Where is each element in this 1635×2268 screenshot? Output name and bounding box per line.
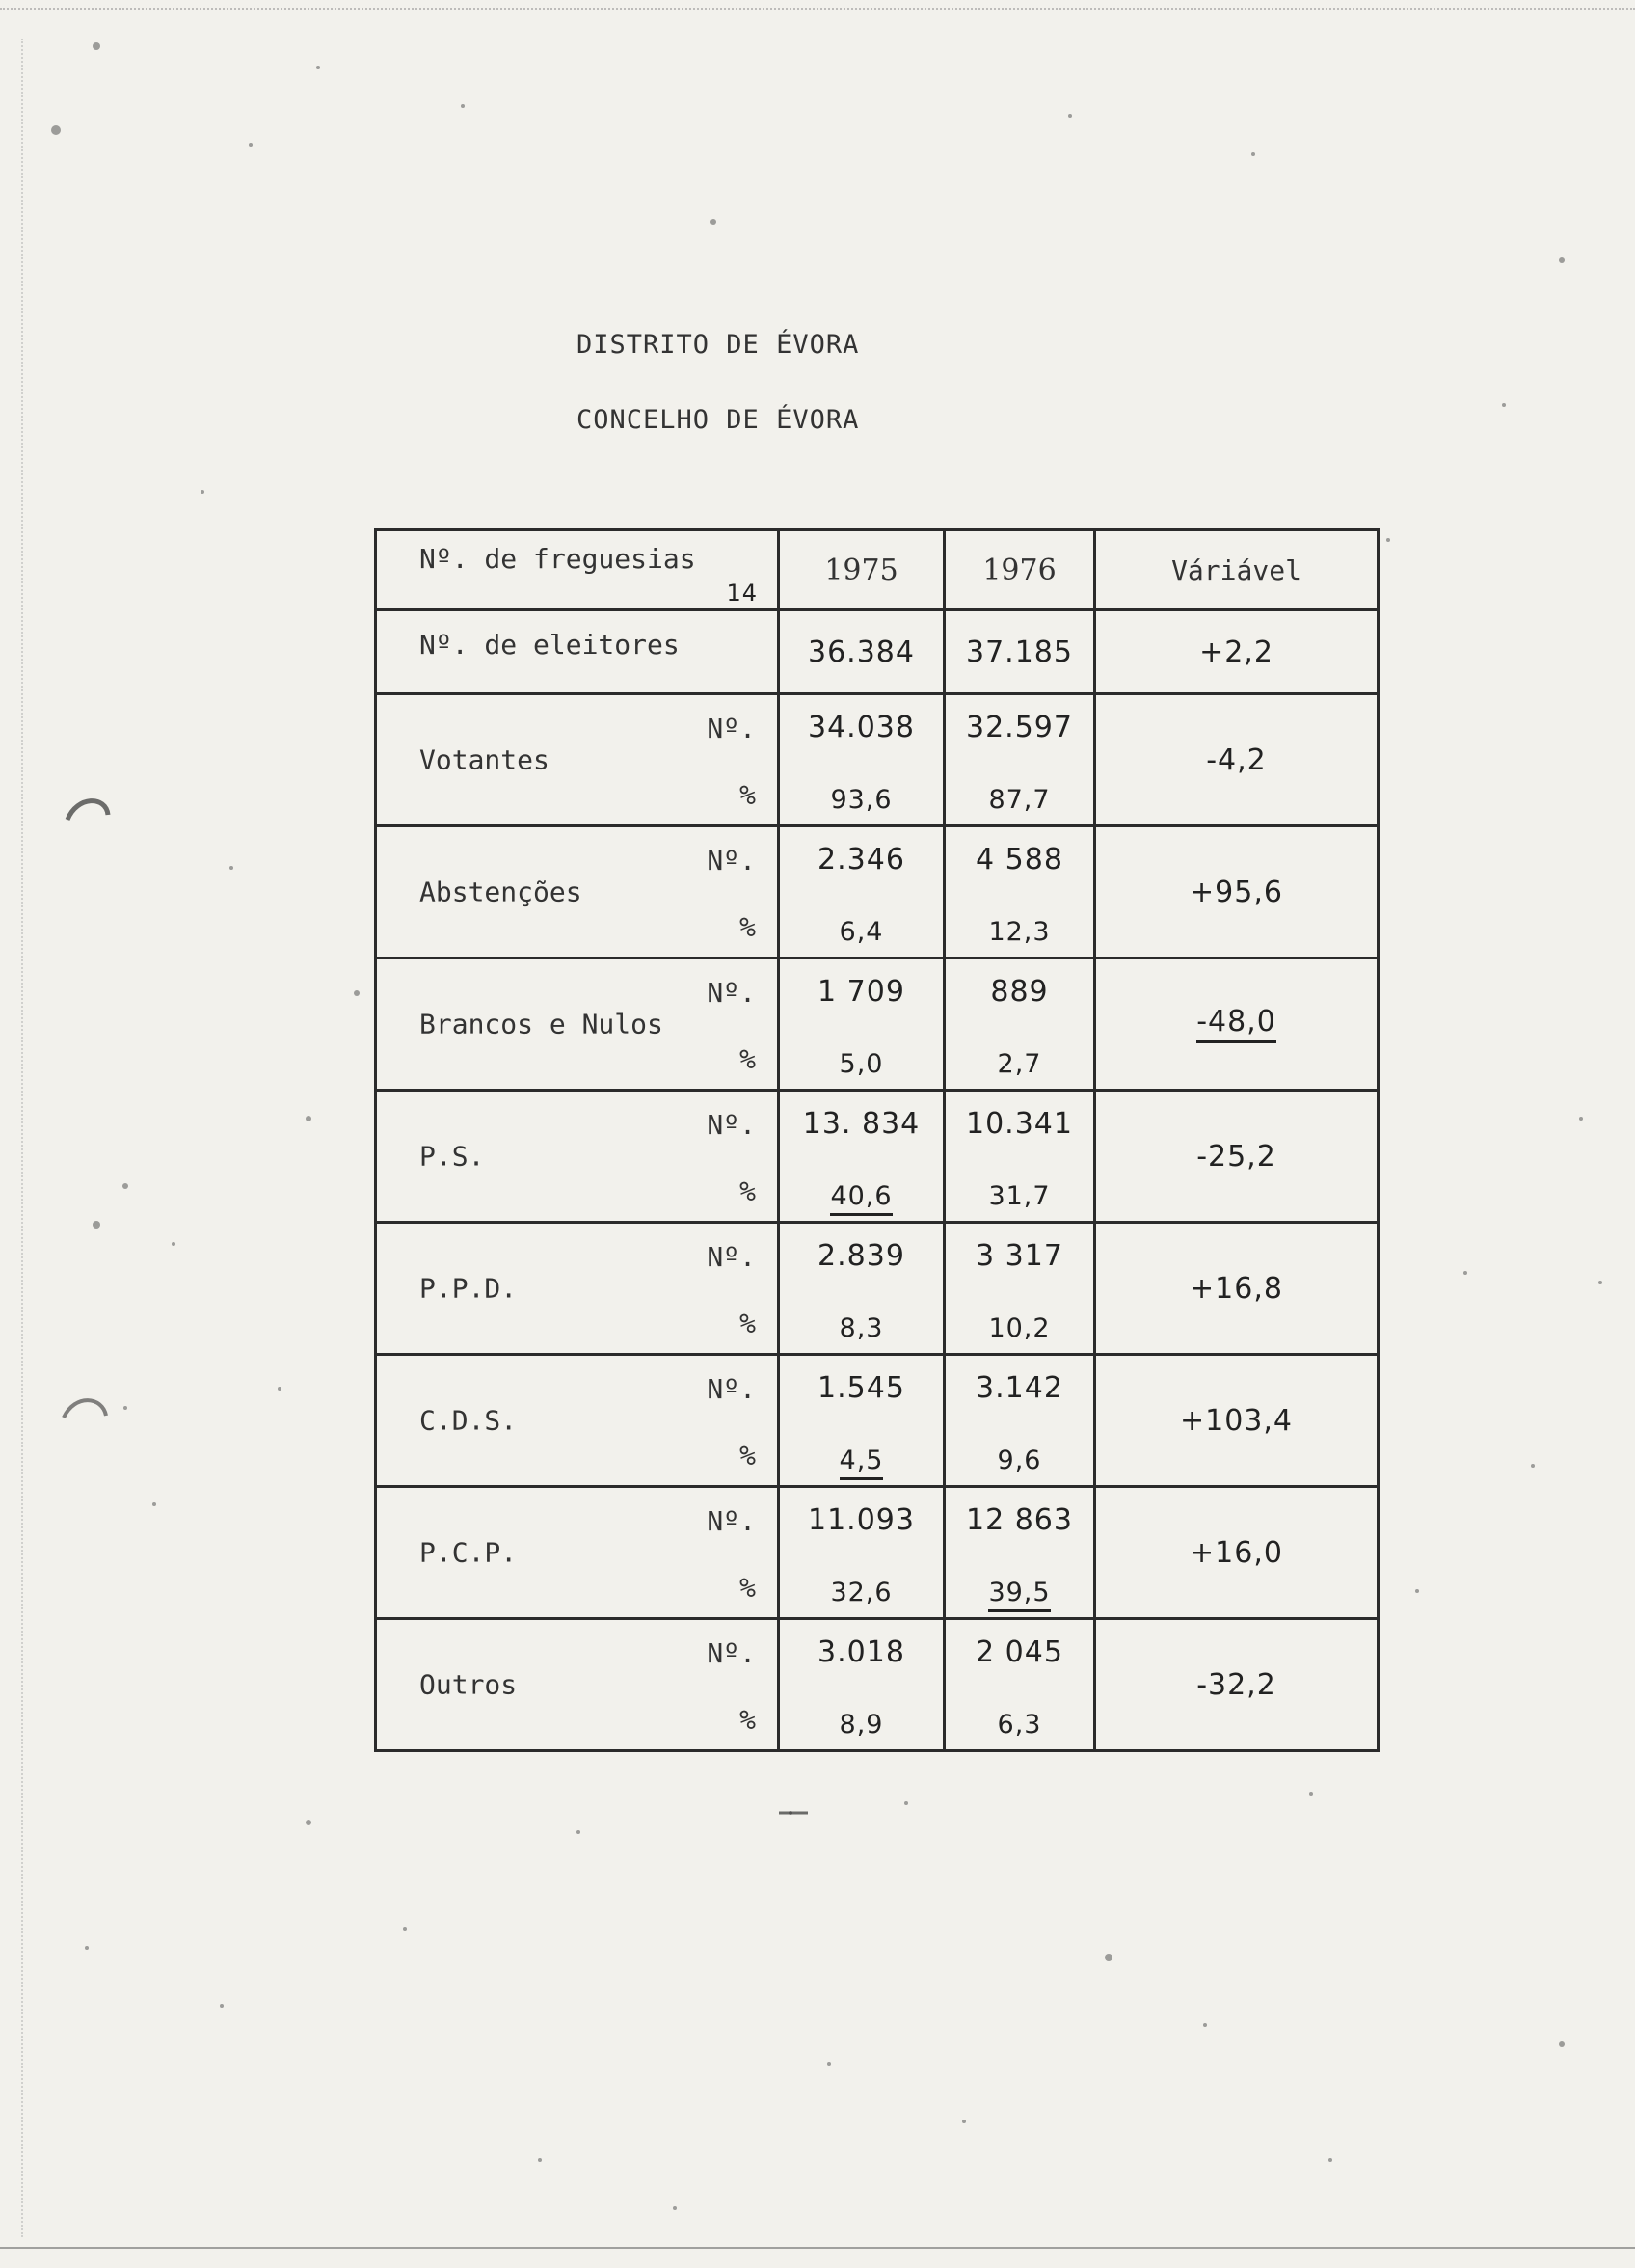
percent-1975: 8,3: [839, 1313, 884, 1343]
election-results-table: [374, 528, 1380, 1752]
page-bottom-edge: [0, 2247, 1635, 2249]
row-label-cell: [376, 826, 779, 958]
row-label-c-d-s: C.D.S.: [419, 1404, 518, 1437]
votes-1975: 3.018: [818, 1635, 905, 1669]
col-1975-cell: [779, 826, 945, 958]
votes-1975: 11.093: [808, 1503, 915, 1537]
table-row: [376, 1223, 1379, 1355]
electors-variation: +2,2: [1199, 634, 1273, 669]
electors-label-cell: [376, 610, 779, 694]
col-1976-cell: [945, 826, 1095, 958]
percent-label: %: [739, 1572, 756, 1604]
party-rows: [376, 694, 1379, 1751]
variation-cell: [1095, 826, 1379, 958]
percent-label: %: [739, 1043, 756, 1075]
row-label-cell: [376, 1487, 779, 1619]
row-label-outros: Outros: [419, 1668, 518, 1701]
variation-value: -4,2: [1206, 742, 1267, 777]
number-label: Nº.: [707, 1109, 756, 1141]
year-1976-header: 1976: [945, 530, 1095, 610]
variation-cell: [1095, 1091, 1379, 1223]
table-header-row: [376, 530, 1379, 610]
col-1975-cell: [779, 1619, 945, 1751]
percent-1976: 6,3: [997, 1710, 1042, 1740]
percent-1975: 32,6: [830, 1578, 893, 1607]
percent-label: %: [739, 1440, 756, 1472]
row-label-p-c-p: P.C.P.: [419, 1536, 518, 1569]
variation-value: +103,4: [1179, 1403, 1294, 1438]
number-label: Nº.: [707, 1505, 756, 1537]
col-1975-cell: [779, 1223, 945, 1355]
votes-1976: 12 863: [966, 1503, 1073, 1537]
row-label-cell: [376, 1355, 779, 1487]
col-1976-cell: [945, 1091, 1095, 1223]
percent-1975: 8,9: [839, 1710, 884, 1740]
table-row: [376, 1355, 1379, 1487]
row-label-p-p-d: P.P.D.: [419, 1272, 518, 1305]
row-label-cell: [376, 1619, 779, 1751]
percent-1975: 5,0: [839, 1049, 884, 1079]
variation-value: -25,2: [1196, 1139, 1276, 1174]
variation-value: +16,8: [1190, 1271, 1283, 1306]
col-1976-cell: [945, 1223, 1095, 1355]
number-label: Nº.: [707, 713, 756, 744]
variation-cell: [1095, 1619, 1379, 1751]
votes-1976: 4 588: [976, 843, 1063, 877]
votes-1976: 889: [990, 975, 1049, 1009]
percent-1976: 39,5: [988, 1578, 1050, 1612]
col-1975-cell: [779, 958, 945, 1091]
electors-1976: 37.185: [966, 634, 1073, 669]
percent-1976: 2,7: [997, 1049, 1042, 1079]
percent-1976: 87,7: [988, 785, 1051, 815]
number-label: Nº.: [707, 1373, 756, 1405]
district-heading: DISTRITO DE ÉVORA: [576, 330, 860, 360]
percent-1976: 31,7: [988, 1181, 1051, 1211]
freguesias-label: Nº. de freguesias: [419, 543, 696, 575]
variable-header: Váriável: [1095, 530, 1379, 610]
variation-cell: [1095, 1487, 1379, 1619]
variation-cell: [1095, 958, 1379, 1091]
table-row: [376, 826, 1379, 958]
row-label-cell: [376, 694, 779, 826]
votes-1976: 3 317: [976, 1239, 1063, 1273]
votes-1976: 32.597: [966, 711, 1073, 744]
percent-1976: 10,2: [988, 1313, 1051, 1343]
variation-value: -32,2: [1196, 1667, 1276, 1702]
row-label-cell: [376, 1223, 779, 1355]
col-1976-cell: [945, 1355, 1095, 1487]
variation-cell: [1095, 1223, 1379, 1355]
year-1975-header: 1975: [779, 530, 945, 610]
votes-1975: 13. 834: [802, 1107, 921, 1141]
col-1976-cell: [945, 694, 1095, 826]
municipality-heading: CONCELHO DE ÉVORA: [576, 405, 860, 435]
votes-1976: 10.341: [966, 1107, 1073, 1141]
percent-label: %: [739, 1308, 756, 1339]
percent-1976: 9,6: [997, 1445, 1042, 1475]
percent-1975: 4,5: [840, 1445, 884, 1480]
freguesias-header-cell: [376, 530, 779, 610]
variation-value: +95,6: [1190, 875, 1283, 909]
electors-row: [376, 610, 1379, 694]
percent-label: %: [739, 1704, 756, 1736]
row-label-cell: [376, 958, 779, 1091]
percent-label: %: [739, 779, 756, 811]
number-label: Nº.: [707, 1637, 756, 1669]
votes-1975: 2.839: [818, 1239, 905, 1273]
row-label-absten-es: Abstenções: [419, 876, 582, 908]
col-1975-cell: [779, 1091, 945, 1223]
table-row: [376, 1487, 1379, 1619]
row-label-cell: [376, 1091, 779, 1223]
votes-1975: 1 709: [818, 975, 905, 1009]
electors-1975: 36.384: [808, 634, 915, 669]
freguesias-count: 14: [726, 580, 758, 607]
col-1976-cell: [945, 958, 1095, 1091]
table-row: [376, 1619, 1379, 1751]
variation-value: +16,0: [1190, 1535, 1283, 1570]
row-label-brancos-e-nulos: Brancos e Nulos: [419, 1008, 663, 1040]
votes-1975: 1.545: [818, 1371, 905, 1405]
row-label-p-s: P.S.: [419, 1140, 485, 1173]
col-1975-cell: [779, 1487, 945, 1619]
electors-label: Nº. de eleitores: [419, 629, 680, 661]
votes-1975: 2.346: [818, 843, 905, 877]
row-label-votantes: Votantes: [419, 743, 549, 776]
table-row: [376, 694, 1379, 826]
percent-1975: 93,6: [830, 785, 893, 815]
variation-cell: [1095, 1355, 1379, 1487]
page-top-edge: [0, 8, 1635, 13]
number-label: Nº.: [707, 977, 756, 1009]
votes-1976: 3.142: [976, 1371, 1063, 1405]
votes-1975: 34.038: [808, 711, 915, 744]
number-label: Nº.: [707, 845, 756, 877]
page-left-edge: [21, 39, 26, 2237]
variation-cell: [1095, 694, 1379, 826]
percent-label: %: [739, 911, 756, 943]
number-label: Nº.: [707, 1241, 756, 1273]
table-row: [376, 958, 1379, 1091]
votes-1976: 2 045: [976, 1635, 1063, 1669]
percent-1976: 12,3: [988, 917, 1051, 947]
percent-1975: 40,6: [830, 1181, 892, 1216]
col-1975-cell: [779, 1355, 945, 1487]
col-1976-cell: [945, 1487, 1095, 1619]
col-1975-cell: [779, 694, 945, 826]
variation-value: -48,0: [1196, 1005, 1276, 1043]
table-row: [376, 1091, 1379, 1223]
percent-label: %: [739, 1175, 756, 1207]
percent-1975: 6,4: [839, 917, 884, 947]
col-1976-cell: [945, 1619, 1095, 1751]
